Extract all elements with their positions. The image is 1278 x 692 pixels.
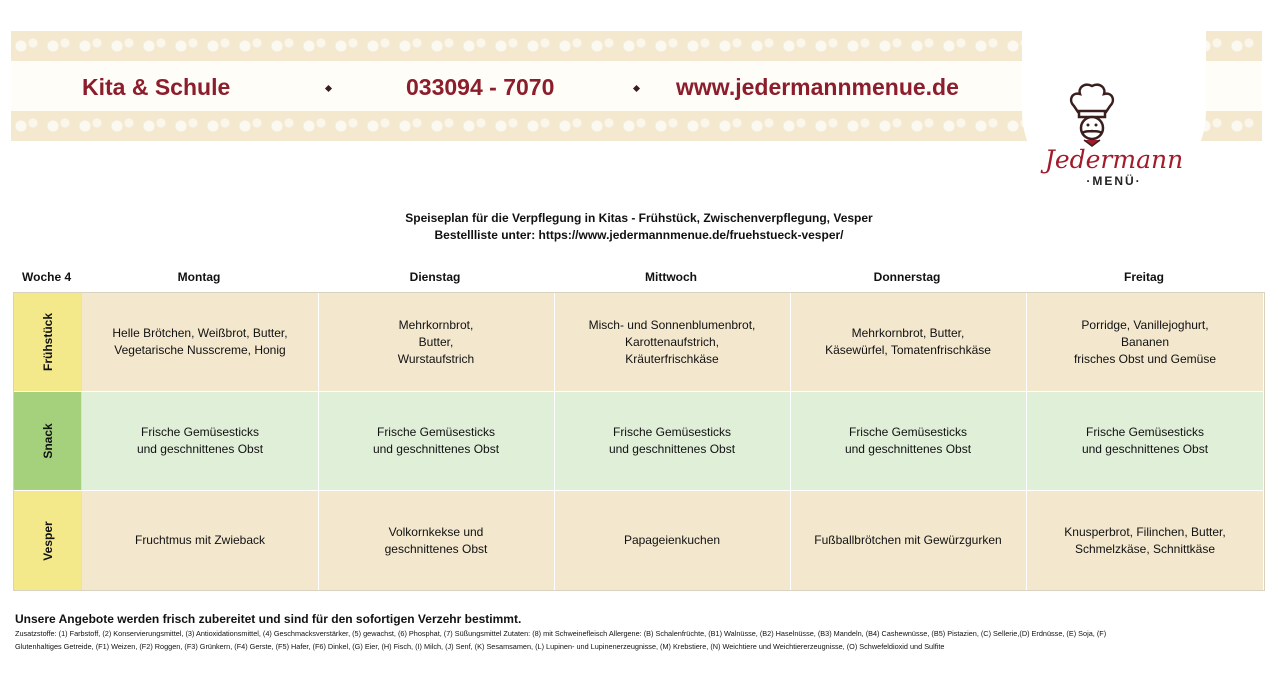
menu-cell: Helle Brötchen, Weißbrot, Butter, Vegetarische Nusscreme, Honig bbox=[82, 293, 319, 391]
order-list-link[interactable]: Bestellliste unter: https://www.jedermannmenue.de/fruehstueck-vesper/ bbox=[434, 228, 844, 242]
menu-cell: Papageienkuchen bbox=[554, 491, 791, 590]
freshness-notice: Unsere Angebote werden frisch zubereitet und sind für den sofortigen Verzehr bestimmt. bbox=[15, 612, 522, 626]
header-segment: Kita & Schule bbox=[82, 74, 231, 100]
row-label-fruehstueck: Frühstück bbox=[14, 293, 82, 391]
allergens-legend: Glutenhaltiges Getreide, (F1) Weizen, (F2) Roggen, (F3) Grünkern, (F4) Gerste, (F5) Hafer, (F6) Dinkel, (G) Eier, (H) Fisch, (I) Milch, (J) Senf, (K) Sesamsamen, (L) Lupinen- und Lupinenerzeugnisse, (M) Krebstiere, (N) Weichtiere und Weichtiererzeugnisse, (O) Schwefeldioxid und Sulfite bbox=[15, 642, 945, 651]
menu-cell: Porridge, Vanillejoghurt, Bananen frisches Obst und Gemüse bbox=[1027, 293, 1264, 391]
menu-cell: Knusperbrot, Filinchen, Butter, Schmelzkäse, Schnittkäse bbox=[1027, 491, 1264, 590]
day-header-thursday: Donnerstag bbox=[873, 270, 941, 284]
menu-cell: Mehrkornbrot, Butter, Käsewürfel, Tomatenfrischkäse bbox=[790, 293, 1027, 391]
day-header-monday: Montag bbox=[177, 270, 221, 284]
menu-cell: Mehrkornbrot, Butter, Wurstaufstrich bbox=[318, 293, 555, 391]
header-phone: 033094 - 7070 bbox=[406, 74, 555, 100]
table-row-snack bbox=[14, 392, 1264, 490]
page-title: Speiseplan für die Verpflegung in Kitas - Frühstück, Zwischenverpflegung, Vesper bbox=[405, 211, 873, 225]
day-header-friday: Freitag bbox=[1123, 270, 1164, 284]
menu-cell: Frische Gemüsesticks und geschnittenes Obst bbox=[1027, 392, 1264, 490]
table-row-fruehstueck bbox=[14, 293, 1264, 391]
day-header-wednesday: Mittwoch bbox=[645, 270, 697, 284]
logo-name: Jedermann bbox=[1044, 145, 1184, 174]
header-website-link[interactable]: www.jedermannmenue.de bbox=[676, 74, 959, 100]
logo-subtitle: ·MENÜ· bbox=[1086, 174, 1142, 188]
menu-cell: Fruchtmus mit Zwieback bbox=[82, 491, 319, 590]
menu-cell: Volkornkekse und geschnittenes Obst bbox=[318, 491, 555, 590]
menu-cell: Frische Gemüsesticks und geschnittenes Obst bbox=[318, 392, 555, 490]
menu-cell: Misch- und Sonnenblumenbrot, Karottenaufstrich, Kräuterfrischkäse bbox=[554, 293, 791, 391]
additives-legend: Zusatzstoffe: (1) Farbstoff, (2) Konservierungsmittel, (3) Antioxidationsmittel, (4) Geschmacksverstärker, (5) gewachst, (6) Phosphat, (7) Süßungsmittel Zutaten: (8) mit Schweinefleisch Allergene: (B) Schalenfrüchte, (B1) Walnüsse, (B2) Haselnüsse, (B3) Mandeln, (B4) Cashewnüsse, (B5) Pistazien, (C) Sellerie,(D) Erdnüsse, (E) Soja, (F) bbox=[15, 629, 1107, 638]
day-header-tuesday: Dienstag bbox=[409, 270, 461, 284]
menu-cell: Frische Gemüsesticks und geschnittenes Obst bbox=[82, 392, 319, 490]
table-row-vesper bbox=[14, 491, 1264, 590]
chef-icon bbox=[1040, 82, 1140, 148]
menu-table bbox=[13, 292, 1265, 591]
menu-cell: Fußballbrötchen mit Gewürzgurken bbox=[790, 491, 1027, 590]
row-label-vesper: Vesper bbox=[14, 491, 82, 590]
menu-cell: Frische Gemüsesticks und geschnittenes Obst bbox=[790, 392, 1027, 490]
row-label-snack: Snack bbox=[14, 392, 82, 490]
menu-cell: Frische Gemüsesticks und geschnittenes Obst bbox=[554, 392, 791, 490]
week-label: Woche 4 bbox=[22, 270, 72, 284]
